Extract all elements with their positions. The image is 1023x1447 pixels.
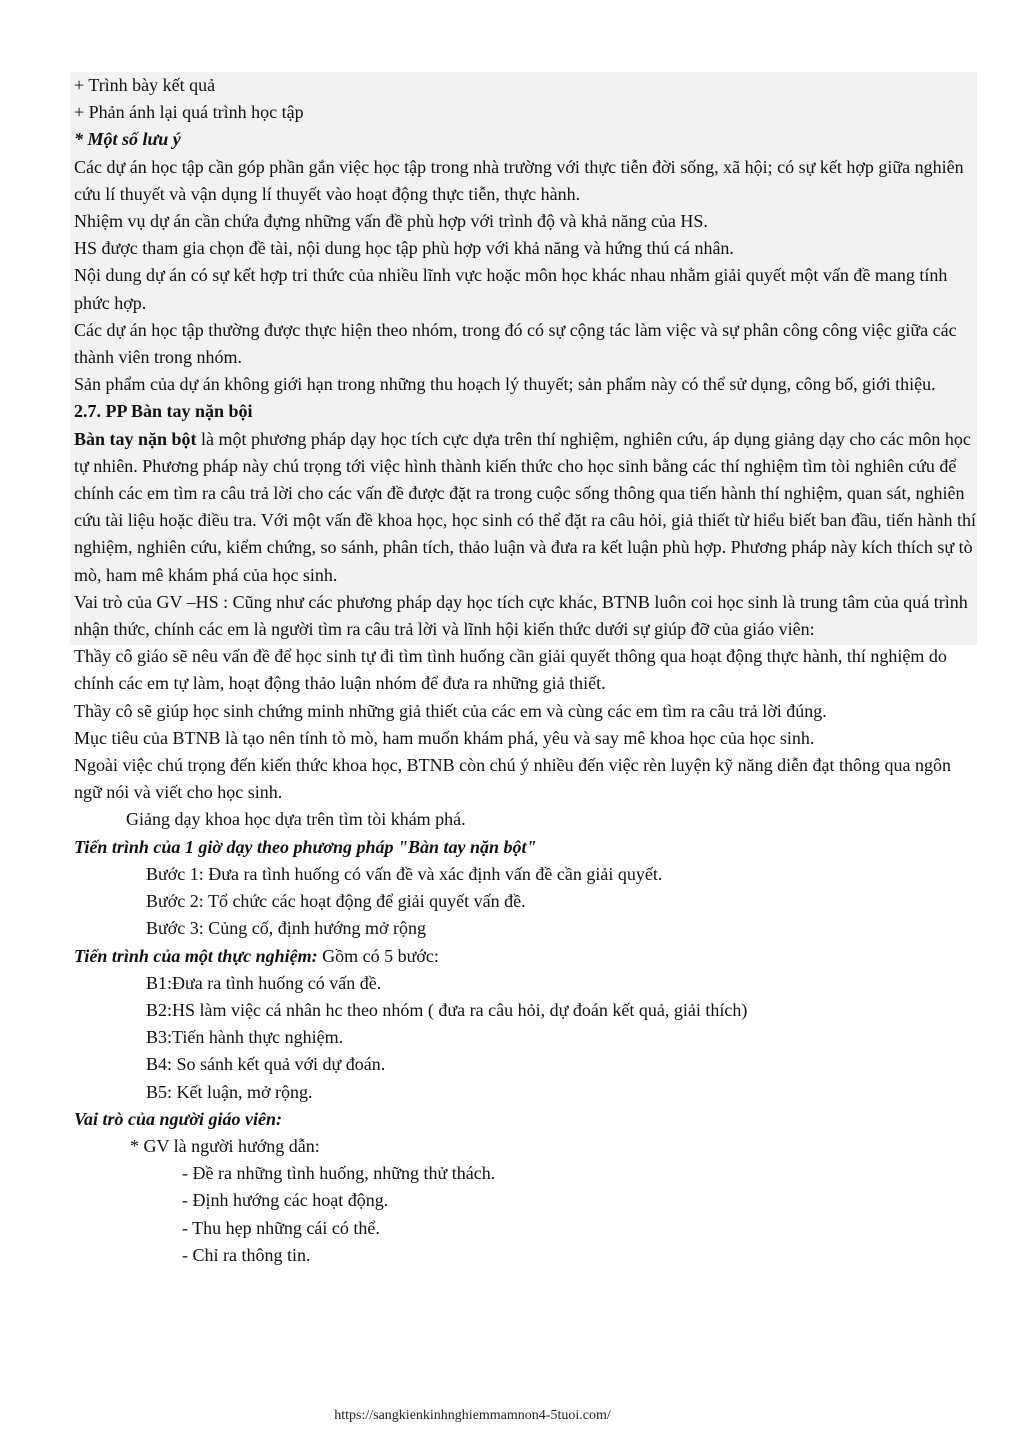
paragraph-text: là một phương pháp dạy học tích cực dựa trên thí nghiệm, nghiên cứu, áp dụng giảng dạy cho các môn học tự nhiên. Phương pháp này chú trọng tới việc hình thành kiến thức cho học sinh bằng các thí nghiệm tìm tòi nghiên cứu để chính các em tìm ra câu trả lời cho các vấn đề được đặt ra trong cuộc sống thông qua tiến hành thí nghiệm, quan sát, nghiên cứu tài liệu hoặc điều tra. Với một vấn đề khoa học, học sinh có thể đặt ra câu hỏi, giả thiết từ hiểu biết ban đầu, tiến hành thí nghiệm, nghiên cứu, kiểm chứng, so sánh, phân tích, thảo luận và đưa ra kết luận phù hợp. Phương pháp này kích thích sự tò mò, ham mê khám phá của học sinh. <box>74 428 976 585</box>
step-item: B1:Đưa ra tình huống có vấn đề. <box>146 972 382 993</box>
step-item: Bước 3: Củng cố, định hướng mở rộng <box>146 918 427 939</box>
list-heading: * GV là người hướng dẫn: <box>130 1135 320 1156</box>
paragraph: Mục tiêu của BTNB là tạo nên tính tò mò, ham muốn khám phá, yêu và say mê khoa học của học sinh. <box>74 727 815 748</box>
list-item: - Thu hẹp những cái có thể. <box>182 1217 380 1238</box>
paragraph: Thầy cô giáo sẽ nêu vấn đề để học sinh tự đi tìm tình huống cần giải quyết thông qua hoạt động thực hành, thí nghiệm do chính các em tự làm, hoạt động thảo luận nhóm để đưa ra những giả thiết. <box>74 646 947 694</box>
paragraph: Vai trò của GV –HS : Cũng như các phương pháp dạy học tích cực khác, BTNB luôn coi học sinh là trung tâm của quá trình nhận thức, chính các em là người tìm ra câu trả lời và lĩnh hội kiến thức dưới sự giúp đỡ của giáo viên: <box>74 591 968 640</box>
section-heading-2-7: 2.7. PP Bàn tay nặn bội <box>74 401 253 422</box>
bullet-line: + Phản ánh lại quá trình học tập <box>74 102 304 123</box>
step-item: B4: So sánh kết quả với dự đoán. <box>146 1054 386 1075</box>
paragraph: Giảng dạy khoa học dựa trên tìm tòi khám phá. <box>126 809 466 830</box>
section-heading-lesson-steps: Tiến trình của 1 giờ dạy theo phương pháp "Bàn tay nặn bột" <box>74 836 537 857</box>
paragraph: Thầy cô sẽ giúp học sinh chứng minh những giả thiết của các em và cùng các em tìm ra câu trả lời đúng. <box>74 700 827 721</box>
paragraph: Ngoài việc chú trọng đến kiến thức khoa học, BTNB còn chú ý nhiều đến việc rèn luyện kỹ năng diễn đạt thông qua ngôn ngữ nói và viết cho học sinh. <box>74 755 952 803</box>
section-heading-experiment: Tiến trình của một thực nghiệm: <box>74 945 318 966</box>
term-bold: Bàn tay nặn bột <box>74 428 197 449</box>
paragraph: Các dự án học tập thường được thực hiện theo nhóm, trong đó có sự cộng tác làm việc và sự phân công công việc giữa các thành viên trong nhóm. <box>74 319 957 368</box>
bullet-line: + Trình bày kết quả <box>74 75 216 95</box>
paragraph: Các dự án học tập cần góp phần gắn việc học tập trong nhà trường với thực tiễn đời sống, xã hội; có sự kết hợp giữa nghiên cứu lí thuyết và vận dụng lí thuyết vào hoạt động thực tiễn, thực hành. <box>74 156 964 204</box>
step-item: Bước 1: Đưa ra tình huống có vấn đề và xác định vấn đề cần giải quyết. <box>146 863 663 884</box>
paragraph: Sản phẩm của dự án không giới hạn trong những thu hoạch lý thuyết; sản phẩm này có thể sử dụng, công bố, giới thiệu. <box>74 374 936 395</box>
footer-url[interactable]: https://sangkienkinhnghiemmamnon4-5tuoi.com/ <box>334 1408 611 1423</box>
paragraph: HS được tham gia chọn đề tài, nội dung học tập phù hợp với khả năng và hứng thú cá nhân. <box>74 238 734 259</box>
list-item: - Đề ra những tình huống, những thử thách. <box>182 1163 496 1184</box>
step-item: Bước 2: Tổ chức các hoạt động để giải quyết vấn đề. <box>146 891 526 912</box>
section-heading-teacher-role: Vai trò của người giáo viên: <box>74 1108 282 1129</box>
list-item: - Chỉ ra thông tin. <box>182 1244 311 1265</box>
list-item: - Định hướng các hoạt động. <box>182 1190 389 1211</box>
section-heading-notes: * Một số lưu ý <box>74 129 181 150</box>
paragraph-text: Gồm có 5 bước: <box>317 945 439 966</box>
step-item: B2:HS làm việc cá nhân hc theo nhóm ( đưa ra câu hỏi, dự đoán kết quả, giải thích) <box>146 999 748 1020</box>
step-item: B5: Kết luận, mở rộng. <box>146 1081 313 1102</box>
paragraph <box>74 943 979 970</box>
document-body <box>74 72 979 1269</box>
paragraph <box>74 426 979 589</box>
paragraph: Nội dung dự án có sự kết hợp tri thức của nhiều lĩnh vực hoặc môn học khác nhau nhằm giải quyết một vấn đề mang tính phức hợp. <box>74 265 948 313</box>
step-item: B3:Tiến hành thực nghiệm. <box>146 1027 344 1048</box>
paragraph: Nhiệm vụ dự án cần chứa đựng những vấn đề phù hợp với trình độ và khả năng của HS. <box>74 211 708 232</box>
